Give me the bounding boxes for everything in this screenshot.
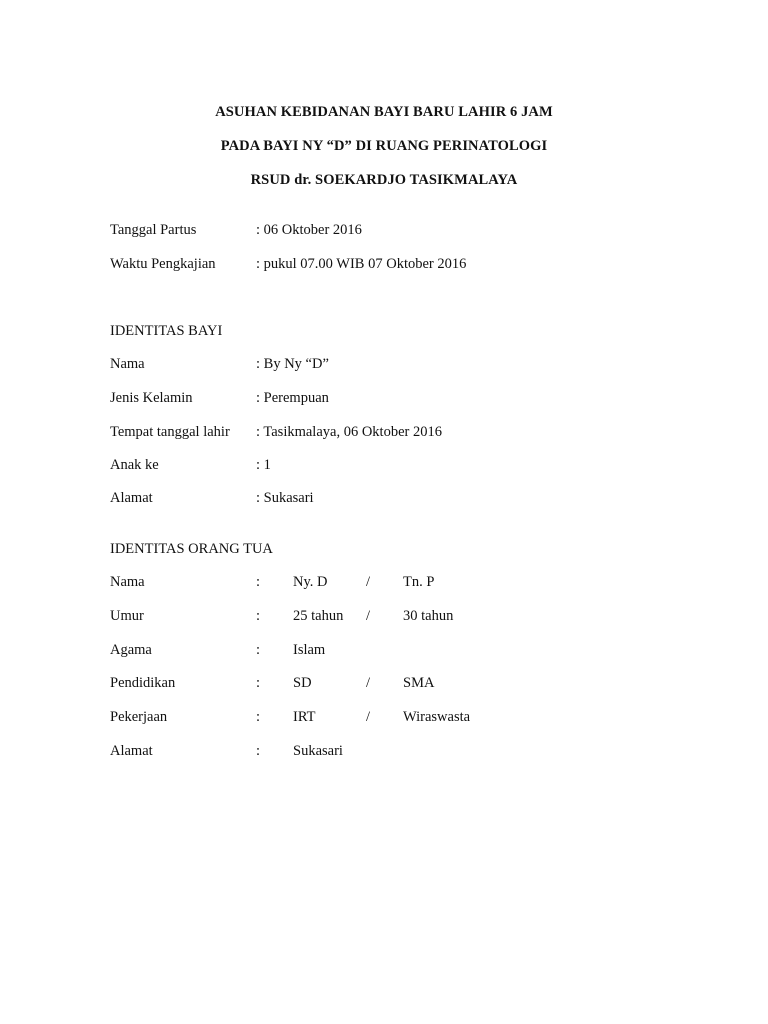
- baby-identity-heading: IDENTITAS BAYI: [110, 323, 223, 339]
- field-value: : Tasikmalaya, 06 Oktober 2016: [256, 424, 442, 440]
- father-value: 30 tahun: [403, 608, 454, 624]
- field-colon: :: [256, 743, 261, 759]
- mother-value: 25 tahun: [293, 608, 344, 624]
- parent-identity-heading: IDENTITAS ORANG TUA: [110, 541, 273, 557]
- date-label: Tanggal Partus: [110, 222, 197, 238]
- date-value: : 06 Oktober 2016: [256, 222, 362, 238]
- field-label: Alamat: [110, 743, 153, 759]
- field-colon: :: [256, 574, 261, 590]
- title-line-3: RSUD dr. SOEKARDJO TASIKMALAYA: [250, 172, 518, 188]
- field-value: : 1: [256, 457, 271, 473]
- date-value: : pukul 07.00 WIB 07 Oktober 2016: [256, 256, 467, 272]
- separator-slash: /: [366, 675, 371, 691]
- mother-value: Ny. D: [293, 574, 328, 590]
- father-value: Tn. P: [403, 574, 435, 590]
- mother-value: SD: [293, 675, 312, 691]
- separator-slash: /: [366, 608, 371, 624]
- mother-value: Sukasari: [293, 743, 343, 759]
- mother-value: Islam: [293, 642, 326, 658]
- field-label: Umur: [110, 608, 144, 624]
- field-label: Nama: [110, 574, 145, 590]
- field-colon: :: [256, 642, 261, 658]
- title-line-1: ASUHAN KEBIDANAN BAYI BARU LAHIR 6 JAM: [215, 104, 553, 120]
- field-label: Pendidikan: [110, 675, 176, 691]
- field-label: Pekerjaan: [110, 709, 168, 725]
- field-colon: :: [256, 608, 261, 624]
- field-value: : Perempuan: [256, 390, 329, 406]
- separator-slash: /: [366, 709, 371, 725]
- field-colon: :: [256, 709, 261, 725]
- field-label: Tempat tanggal lahir: [110, 424, 230, 440]
- father-value: SMA: [403, 675, 435, 691]
- field-value: : By Ny “D”: [256, 356, 329, 372]
- field-label: Alamat: [110, 490, 153, 506]
- field-value: : Sukasari: [256, 490, 314, 506]
- field-label: Nama: [110, 356, 145, 372]
- separator-slash: /: [366, 574, 371, 590]
- field-label: Agama: [110, 642, 152, 658]
- title-line-2: PADA BAYI NY “D” DI RUANG PERINATOLOGI: [220, 138, 548, 154]
- field-label: Jenis Kelamin: [110, 390, 193, 406]
- field-label: Anak ke: [110, 457, 159, 473]
- father-value: Wiraswasta: [403, 709, 471, 725]
- field-colon: :: [256, 675, 261, 691]
- mother-value: IRT: [293, 709, 316, 725]
- date-label: Waktu Pengkajian: [110, 256, 216, 272]
